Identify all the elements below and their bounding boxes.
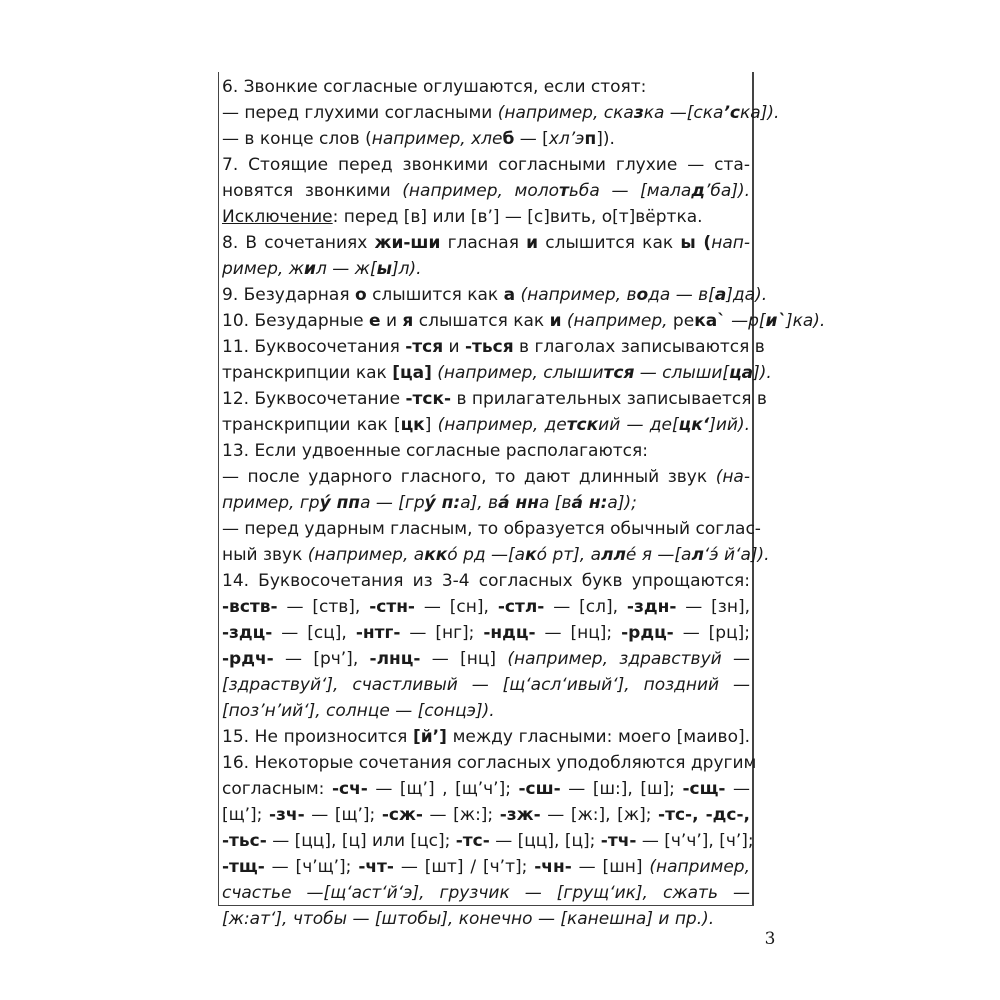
text-line: счастье —[щ‘аст‘й‘э], грузчик — [грущ‘ик], сжать — (222, 883, 750, 903)
page-number: 3 (764, 929, 776, 949)
text-line: транскрипции как [ца] (например, слышится — слыши[ца]). (222, 363, 772, 383)
text-line: -рдч- — [рч’], -лнц- — [нц] (например, здравствуй — (222, 649, 750, 669)
text-line: -вств- — [ств], -стн- — [сн], -стл- — [сл], -здн- — [зн], (222, 597, 750, 617)
text-line: ный звук (например, акко́ рд —[ако́ рт], алле́ я —[ал‘э́ й‘а]). (222, 545, 770, 565)
text-line: пример, гру́ ппа — [гру́ п:а], ва́ нна [ва́ н:а]); (222, 493, 637, 513)
text-line: 15. Не произносится [й’] между гласными: моего [маиво]. (222, 727, 751, 747)
text-line: 9. Безударная о слышится как а (например, вода — в[а]да). (222, 285, 768, 305)
text-line: новятся звонкими (например, молотьба — [малад’ба]). (222, 181, 750, 201)
text-line: Исключение: перед [в] или [в’] — [с]вить, о[т]вёртка. (222, 207, 703, 227)
text-line: 13. Если удвоенные согласные располагаются: (222, 441, 648, 461)
text-line: 10. Безударные е и я слышатся как и (например, река` —р[и`]ка). (222, 311, 826, 331)
text-line: [щ’]; -зч- — [щ’]; -сж- — [ж:]; -зж- — [ж:], [ж]; -тс-, -дс-, (222, 805, 751, 825)
text-line: -тьс- — [цц], [ц] или [цс]; -тс- — [цц], [ц]; -тч- — [ч’ч’], [ч’]; (222, 831, 754, 851)
text-line: 8. В сочетаниях жи-ши гласная и слышится как ы (нап- (222, 233, 750, 253)
text-line: транскрипции как [цк] (например, детский — де[цк‘]ий). (222, 415, 751, 435)
text-line: 7. Стоящие перед звонкими согласными глухие — ста- (222, 155, 750, 175)
text-line: [поз’н’ий‘], солнце — [сонцэ]). (222, 701, 495, 721)
text-line: -здц- — [сц], -нтг- — [нг]; -ндц- — [нц]; -рдц- — [рц]; (222, 623, 751, 643)
text-line: согласным: -сч- — [щ’] , [щ’ч’]; -сш- — [ш:], [ш]; -сщ- — (222, 779, 750, 799)
text-block (222, 74, 826, 932)
text-line: -тщ- — [ч’щ’]; -чт- — [шт] / [ч’т]; -чн- — [шн] (например, (222, 857, 750, 877)
text-line: 14. Буквосочетания из 3-4 согласных букв упрощаются: (222, 571, 750, 591)
text-line: [здраствуй‘], счастливый — [щ‘асл‘ивый‘], поздний — (222, 675, 750, 695)
text-line: [ж:ат‘], чтобы — [штобы], конечно — [канешна] и пр.). (222, 909, 715, 929)
text-line: — перед глухими согласными (например, сказка —[ска’ска]). (222, 103, 780, 123)
text-line: — после ударного гласного, то дают длинный звук (на- (222, 467, 750, 487)
text-line: 16. Некоторые сочетания согласных уподобляются другим (222, 753, 757, 773)
text-line: 6. Звонкие согласные оглушаются, если стоят: (222, 77, 647, 97)
text-line: 12. Буквосочетание -тск- в прилагательных записывается в (222, 389, 767, 409)
text-line: ример, жил — ж[ы]л). (222, 259, 422, 279)
text-line: — в конце слов (например, хлеб — [хл’эп]). (222, 129, 615, 149)
text-line: 11. Буквосочетания -тся и -ться в глаголах записываются в (222, 337, 765, 357)
text-line: — перед ударным гласным, то образуется обычный соглас- (222, 519, 761, 539)
